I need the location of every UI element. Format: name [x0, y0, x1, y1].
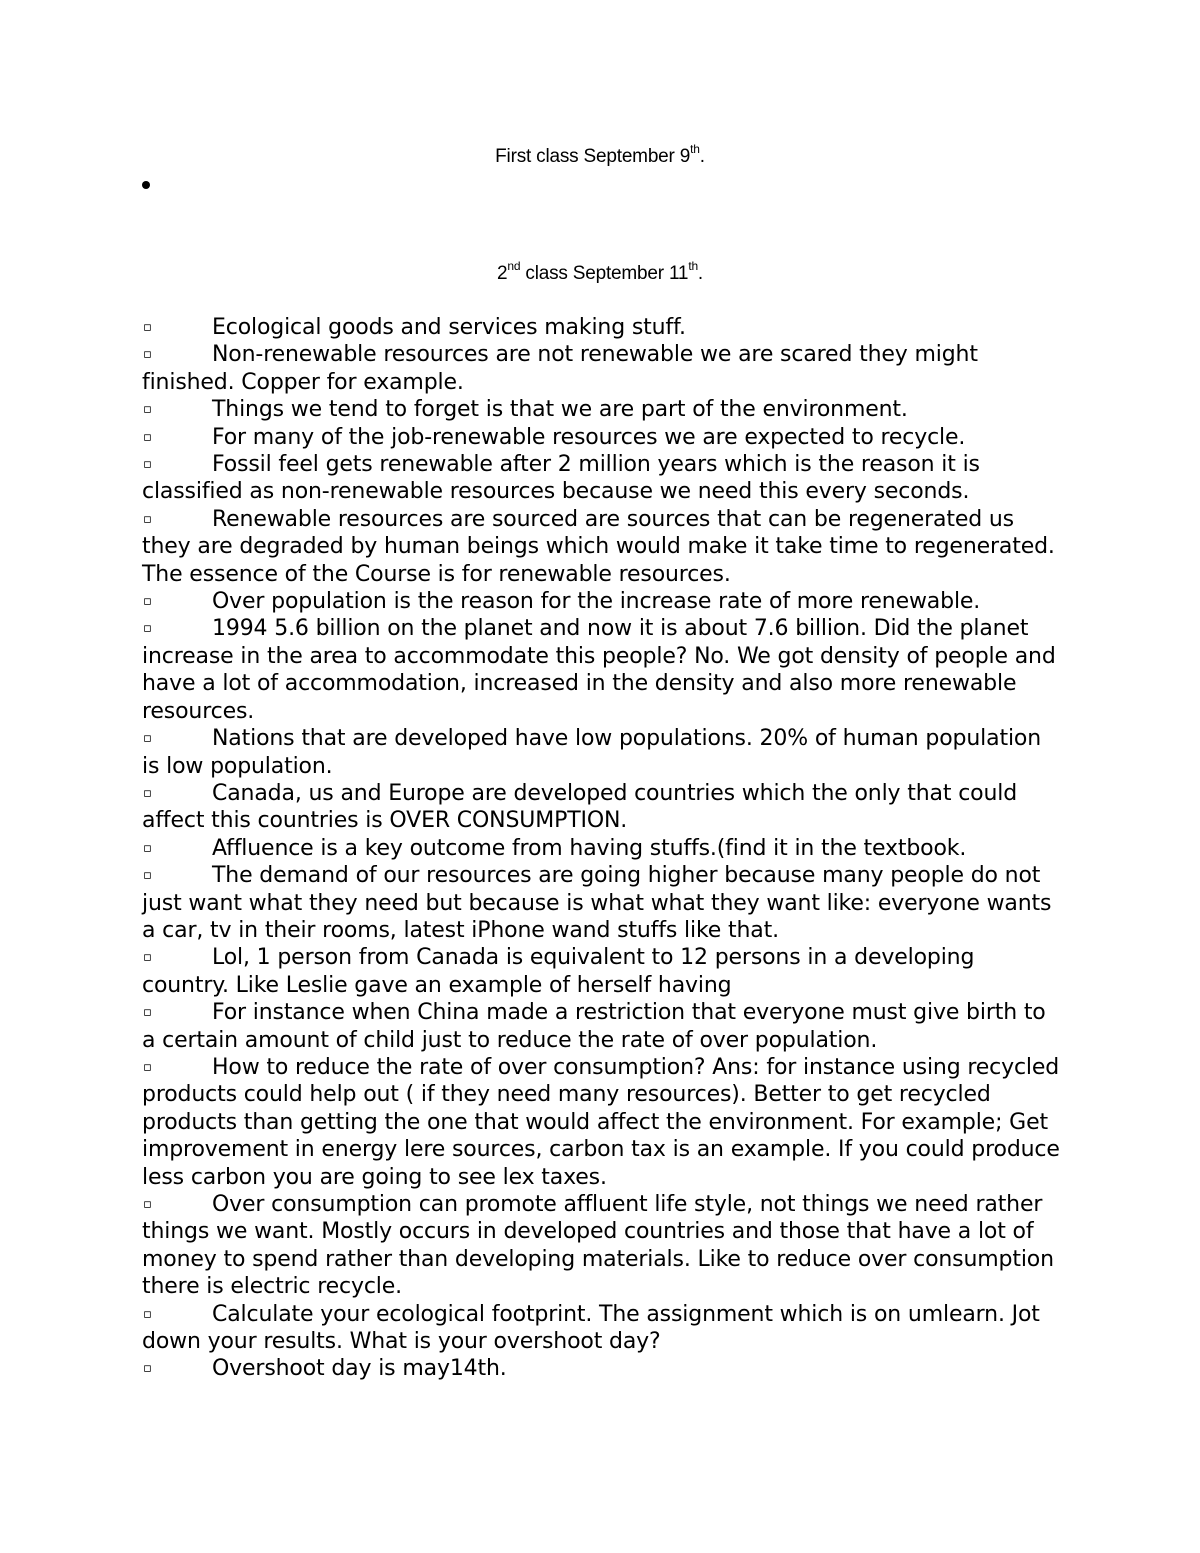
- note-text: The demand of our resources are going higher because many people do not just want what they need but because is what what they want like: everyone wants a car, tv in their rooms, latest iPhone wand stuffs like that.: [142, 863, 1052, 943]
- square-bullet-icon: ▫: [143, 840, 152, 856]
- square-bullet-icon: ▫: [143, 1059, 152, 1075]
- square-bullet-icon: ▫: [143, 868, 152, 884]
- first-class-heading-text: First class September 9: [495, 146, 691, 167]
- note-item: [142, 1054, 1062, 1191]
- square-bullet-icon: ▫: [143, 594, 152, 610]
- note-item: [142, 999, 1062, 1054]
- note-text: Nations that are developed have low populations. 20% of human population is low population.: [142, 726, 1042, 779]
- square-bullet-icon: ▫: [143, 347, 152, 363]
- square-bullet-icon: ▫: [143, 950, 152, 966]
- note-item: [142, 615, 1062, 725]
- first-class-heading-superscript: th: [690, 141, 700, 156]
- square-bullet-icon: ▫: [143, 731, 152, 747]
- note-item: [142, 835, 1062, 862]
- note-item: [142, 725, 1062, 780]
- note-text: How to reduce the rate of over consumption? Ans: for instance using recycled products could help out ( if they need many resources). Better to get recycled products than getting the one that would affect the environment. For example; Get improvement in energy lere sources, carbon tax is an example. If you could produce less carbon you are going to see lex taxes.: [142, 1054, 1060, 1190]
- square-bullet-icon: ▫: [143, 621, 152, 637]
- square-bullet-icon: ▫: [143, 1306, 152, 1322]
- note-text: Ecological goods and services making stuff.: [212, 315, 686, 340]
- first-class-heading: [0, 141, 1200, 169]
- square-bullet-icon: ▫: [143, 1005, 152, 1021]
- square-bullet-icon: ▫: [143, 1361, 152, 1377]
- note-text: 1994 5.6 billion on the planet and now it is about 7.6 billion. Did the planet increase in the area to accommodate this people? No. We got density of people and have a lot of accommodation, increased in the density and also more renewable resources.: [142, 616, 1056, 724]
- note-text: Renewable resources are sourced are sources that can be regenerated us they are degraded by human beings which would make it take time to regenerated. The essence of the Course is for renewable resources.: [142, 506, 1055, 587]
- square-bullet-icon: ▫: [143, 511, 152, 527]
- note-item: [142, 1355, 1062, 1382]
- note-text: Affluence is a key outcome from having stuffs.(find it in the textbook.: [212, 835, 967, 861]
- note-item: [142, 780, 1062, 835]
- note-item: [142, 506, 1062, 588]
- note-item: [142, 341, 1062, 396]
- note-item: [142, 314, 1062, 341]
- note-item: [142, 588, 1062, 615]
- note-text: For instance when China made a restriction that everyone must give birth to a certain amount of child just to reduce the rate of over population.: [142, 1000, 1046, 1053]
- note-item: [142, 396, 1062, 423]
- note-item: [142, 451, 1062, 506]
- note-text: Canada, us and Europe are developed countries which the only that could affect this countries is OVER CONSUMPTION.: [142, 780, 1018, 834]
- square-bullet-icon: ▫: [143, 1197, 152, 1212]
- note-text: For many of the job-renewable resources we are expected to recycle.: [212, 424, 966, 450]
- note-item: [142, 944, 1062, 999]
- square-bullet-icon: ▫: [143, 429, 152, 445]
- empty-bullet-point: [142, 181, 150, 189]
- note-text: Things we tend to forget is that we are part of the environment.: [212, 397, 908, 423]
- note-item: [142, 424, 1062, 451]
- note-text: Calculate your ecological footprint. The assignment which is on umlearn. Jot down your results. What is your overshoot day?: [142, 1301, 1040, 1355]
- square-bullet-icon: ▫: [143, 785, 152, 801]
- second-class-heading-superscript: th: [688, 258, 698, 273]
- square-bullet-icon: ▫: [143, 457, 152, 473]
- note-text: Over consumption can promote affluent life style, not things we need rather things we want. Mostly occurs in developed countries and those that have a lot of money to spend rather than developing materials. Like to reduce over consumption there is electric recycle.: [142, 1192, 1054, 1300]
- second-class-heading-number: 2: [496, 263, 508, 284]
- first-class-heading-end: .: [699, 146, 705, 167]
- square-bullet-icon: ▫: [143, 320, 152, 335]
- note-text: Over population is the reason for the increase rate of more renewable.: [212, 589, 981, 615]
- square-bullet-icon: ▫: [143, 402, 152, 418]
- second-class-heading-text: class September 11: [520, 263, 689, 284]
- note-text: Lol, 1 person from Canada is equivalent to 12 persons in a developing country. Like Leslie gave an example of herself having: [142, 945, 975, 998]
- note-item: [142, 1191, 1062, 1301]
- note-text: Fossil feel gets renewable after 2 million years which is the reason it is classified as non-renewable resources because we need this every seconds.: [142, 452, 980, 505]
- note-item: [142, 1301, 1062, 1356]
- second-class-heading-ordinal: nd: [507, 258, 521, 273]
- note-text: Overshoot day is may14th.: [212, 1356, 507, 1382]
- second-class-heading: [0, 258, 1200, 286]
- note-text: Non-renewable resources are not renewable we are scared they might finished. Copper for example.: [142, 342, 978, 395]
- second-class-heading-end: .: [697, 263, 704, 284]
- note-item: [142, 862, 1062, 944]
- notes-list: [142, 314, 1062, 1383]
